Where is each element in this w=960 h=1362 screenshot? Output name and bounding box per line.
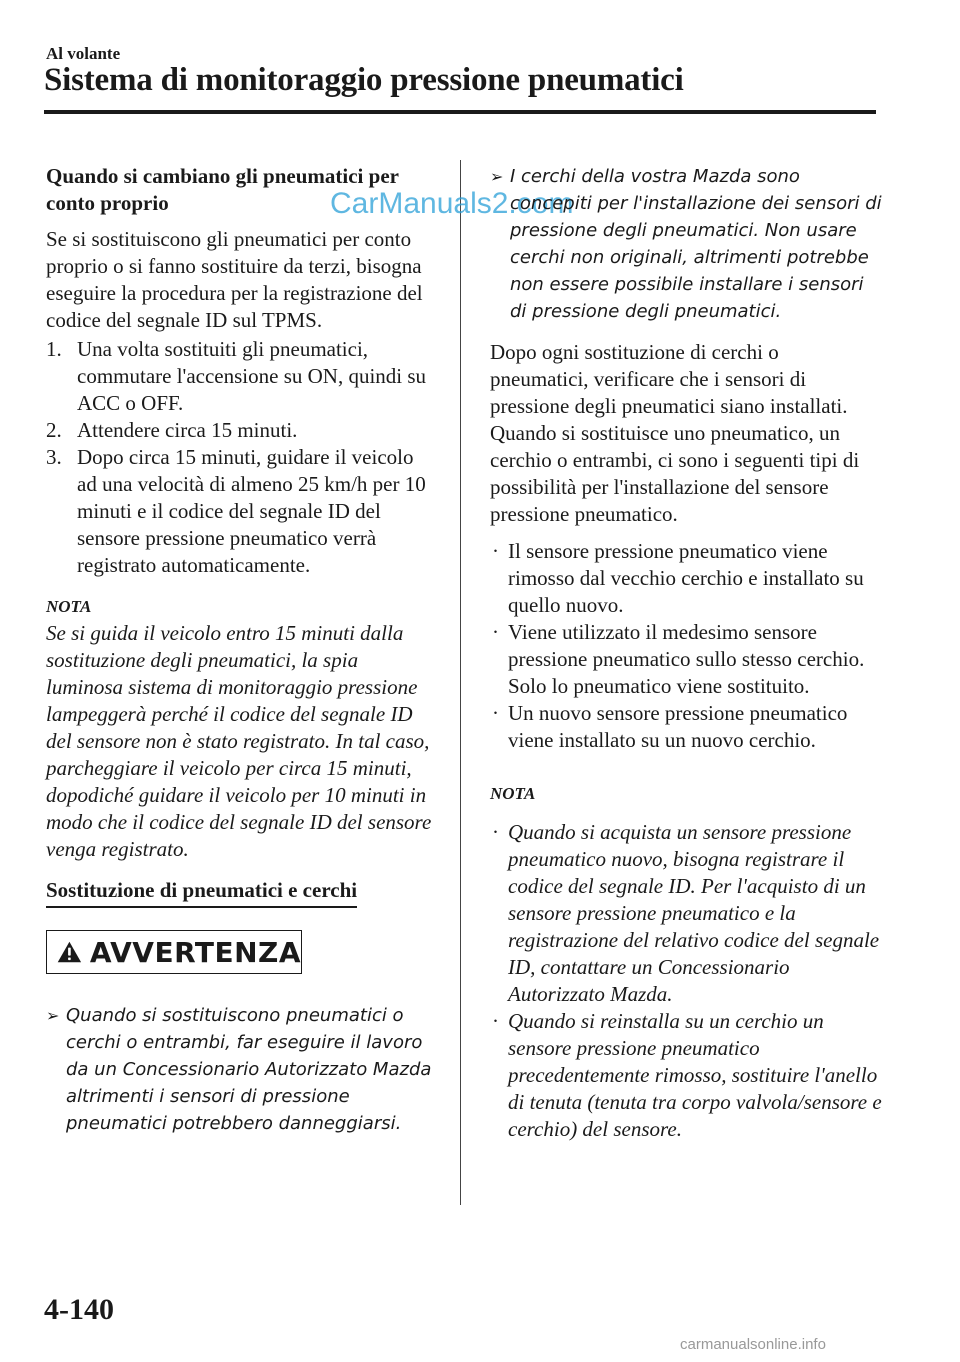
warning-box bbox=[46, 930, 302, 974]
arrow-bullet-icon: ➢ bbox=[490, 167, 504, 186]
warning-item bbox=[46, 1002, 438, 1137]
bullet-dot-icon: · bbox=[492, 701, 499, 725]
warning-text: Quando si sostituiscono pneumatici o cerchi o entrambi, far eseguire il lavoro da un Concessionario Autorizzato Mazda altrimenti i sensori di pressione pneumatici potrebbero danneggiarsi. bbox=[66, 1005, 432, 1134]
list-item bbox=[490, 619, 882, 700]
note-text: Se si guida il veicolo entro 15 minuti dalla sostituzione degli pneumatici, la spia luminosa sistema di monitoraggio pressione lampeggerà perché il codice del segnale ID del sensore non è stato registrato. In tal caso, parcheggiare il veicolo per circa 15 minuti, dopodiché guidare il veicolo per 10 minuti in modo che il codice del segnale ID del sensore venga registrato. bbox=[46, 621, 432, 861]
subheading: Quando si cambiano gli pneumatici per conto proprio bbox=[46, 164, 399, 215]
intro-paragraph: Se si sostituiscono gli pneumatici per conto proprio o si fanno sostituire da terzi, bisogna eseguire la procedura per la registrazione del codice del segnale ID sul TPMS. bbox=[46, 227, 423, 332]
bullet-dot-icon: · bbox=[492, 1009, 499, 1033]
list-item-text: Viene utilizzato il medesimo sensore pressione pneumatico sullo stesso cerchio. Solo lo pneumatico viene sostituito. bbox=[508, 620, 865, 698]
left-column bbox=[46, 163, 438, 1137]
page-title: Sistema di monitoraggio pressione pneumatici bbox=[44, 62, 684, 98]
list-item bbox=[490, 538, 882, 619]
bullet-dot-icon: · bbox=[492, 539, 499, 563]
arrow-bullet-icon: ➢ bbox=[46, 1006, 60, 1025]
section-label: Al volante bbox=[46, 44, 121, 63]
step-number: 1. bbox=[46, 337, 62, 361]
step-number: 3. bbox=[46, 445, 62, 469]
warning-item bbox=[490, 163, 882, 325]
step-number: 2. bbox=[46, 418, 62, 442]
list-item-text: Un nuovo sensore pressione pneumatico viene installato su un nuovo cerchio. bbox=[508, 701, 848, 752]
note-label: NOTA bbox=[490, 784, 536, 803]
bullet-dot-icon: · bbox=[492, 620, 499, 644]
list-item-text: Il sensore pressione pneumatico viene rimosso dal vecchio cerchio e installato su quello nuovo. bbox=[508, 539, 864, 617]
step-item bbox=[46, 444, 438, 579]
section-heading: Sostituzione di pneumatici e cerchi bbox=[46, 877, 357, 908]
right-column bbox=[490, 163, 882, 1143]
note-list bbox=[490, 819, 882, 1143]
body-paragraph: Dopo ogni sostituzione di cerchi o pneumatici, verificare che i sensori di pressione degli pneumatici siano installati. Quando si sostituisce uno pneumatico, un cerchio o entrambi, ci sono i seguenti tipi di possibilità per l'installazione del sensore pressione pneumatico. bbox=[490, 340, 860, 526]
bullet-dot-icon: · bbox=[492, 820, 499, 844]
step-text: Attendere circa 15 minuti. bbox=[77, 418, 298, 442]
watermark: CarManuals2.com bbox=[330, 187, 574, 220]
note-item bbox=[490, 819, 882, 1008]
footer-site: carmanualsonline.info bbox=[680, 1336, 826, 1353]
step-item bbox=[46, 336, 438, 417]
bullet-list bbox=[490, 538, 882, 754]
step-text: Dopo circa 15 minuti, guidare il veicolo ad una velocità di almeno 25 km/h per 10 minuti e il codice del segnale ID del sensore pressione pneumatico verrà registrato automaticamente. bbox=[77, 445, 426, 577]
note-item-text: Quando si reinstalla su un cerchio un sensore pressione pneumatico precedentemente rimosso, sostituire l'anello di tenuta (tenuta tra corpo valvola/sensore e cerchio) del sensore. bbox=[508, 1009, 882, 1141]
list-item bbox=[490, 700, 882, 754]
warning-triangle-icon bbox=[57, 937, 82, 967]
column-divider bbox=[460, 160, 461, 1205]
steps-list bbox=[46, 336, 438, 579]
note-item-text: Quando si acquista un sensore pressione pneumatico nuovo, bisogna registrare il codice del segnale ID. Per l'acquisto di un sensore pressione pneumatico e la registrazione del relativo codice del segnale ID, contattare un Concessionario Autorizzato Mazda. bbox=[508, 820, 880, 1006]
title-rule bbox=[44, 110, 876, 114]
step-text: Una volta sostituiti gli pneumatici, commutare l'accensione su ON, quindi su ACC o OFF. bbox=[77, 337, 427, 415]
note-item bbox=[490, 1008, 882, 1143]
page-number: 4-140 bbox=[44, 1293, 114, 1326]
warning-label: AVVERTENZA bbox=[89, 935, 301, 969]
warning-text: I cerchi della vostra Mazda sono concepiti per l'installazione dei sensori di pressione degli pneumatici. Non usare cerchi non originali, altrimenti potrebbe non essere possibile installare i sensori di pressione degli pneumatici. bbox=[510, 166, 882, 322]
step-item bbox=[46, 417, 438, 444]
note-label: NOTA bbox=[46, 597, 92, 616]
